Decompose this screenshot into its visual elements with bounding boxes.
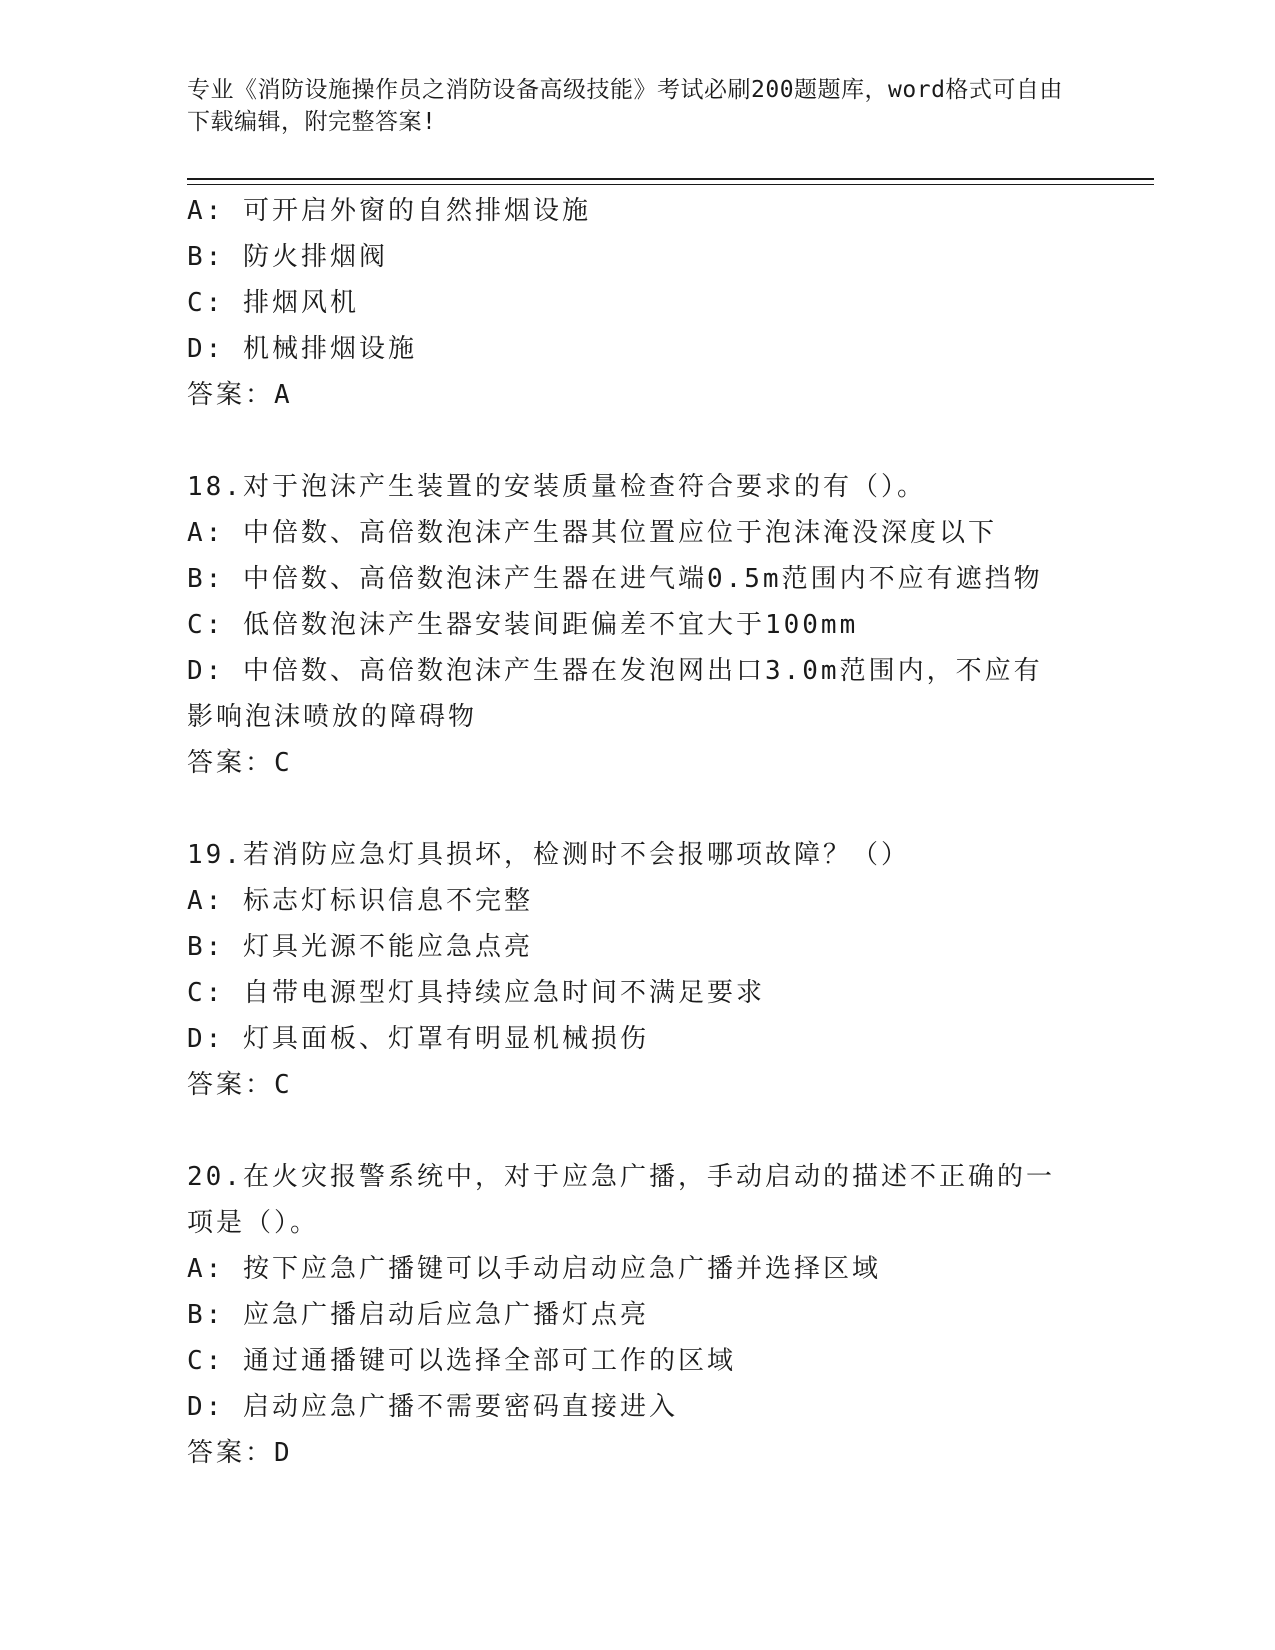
question-stem: 20.在火灾报警系统中，对于应急广播，手动启动的描述不正确的一项是（）。 [187,1162,1055,1238]
answer: 答案：A [187,380,293,410]
option-b: B: 防火排烟阀 [187,242,388,272]
option-b: B: 应急广播启动后应急广播灯点亮 [187,1300,649,1330]
question-17 [187,188,1067,418]
header-text: 专业《消防设施操作员之消防设备高级技能》考试必刷200题题库，word格式可自由下载编辑，附完整答案! [187,77,1063,135]
answer: 答案：D [187,1438,293,1468]
spacer [187,786,1067,832]
option-a: A: 标志灯标识信息不完整 [187,886,533,916]
option-d: D: 灯具面板、灯罩有明显机械损伤 [187,1024,649,1054]
option-d: D: 机械排烟设施 [187,334,417,364]
spacer [187,1108,1067,1154]
option-c: C: 低倍数泡沫产生器安装间距偏差不宜大于100mm [187,610,859,640]
option-d: D: 中倍数、高倍数泡沫产生器在发泡网出口3.0m范围内，不应有影响泡沫喷放的障碍物 [187,656,1043,732]
option-d: D: 启动应急广播不需要密码直接进入 [187,1392,678,1422]
option-c: C: 通过通播键可以选择全部可工作的区域 [187,1346,736,1376]
option-b: B: 中倍数、高倍数泡沫产生器在进气端0.5m范围内不应有遮挡物 [187,564,1043,594]
option-a: A: 按下应急广播键可以手动启动应急广播并选择区域 [187,1254,881,1284]
option-c: C: 自带电源型灯具持续应急时间不满足要求 [187,978,765,1008]
spacer [187,418,1067,464]
question-19 [187,832,1067,1108]
option-b: B: 灯具光源不能应急点亮 [187,932,533,962]
option-c: C: 排烟风机 [187,288,359,318]
question-content [187,188,1067,1476]
question-stem: 19.若消防应急灯具损坏，检测时不会报哪项故障？（） [187,840,910,870]
answer: 答案：C [187,748,293,778]
answer: 答案：C [187,1070,293,1100]
option-a: A: 中倍数、高倍数泡沫产生器其位置应位于泡沫淹没深度以下 [187,518,997,548]
question-18 [187,464,1067,786]
header-rule-thick [187,178,1154,180]
question-20 [187,1154,1067,1476]
question-stem: 18.对于泡沫产生装置的安装质量检查符合要求的有（）。 [187,472,926,502]
header-rule-thin [187,184,1154,185]
document-header [187,74,1067,138]
option-a: A: 可开启外窗的自然排烟设施 [187,196,591,226]
